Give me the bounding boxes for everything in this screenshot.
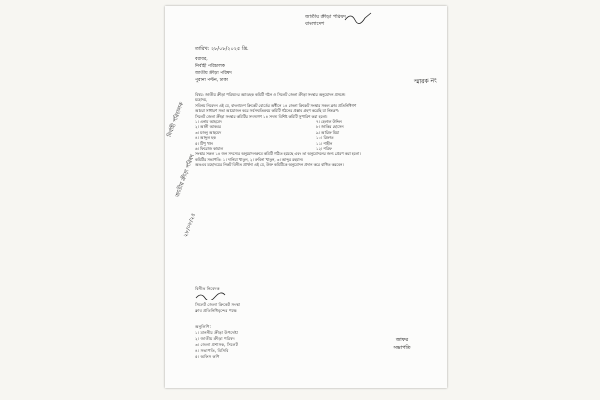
paragraph: সবিনয় নিবেদন এই যে, বাংলাদেশ ক্রিকেট বোর্ডের অধীনে ১৪ জেলা ক্রিকেট সংস্থার সকল ক্লাব প্রতিনিধিগণ xyxy=(195,102,357,108)
member: ৬। ফিরোজ কামাল xyxy=(195,146,224,152)
sender-block xyxy=(195,286,240,314)
margin-note: নির্বাহী পরিচালক xyxy=(167,101,186,139)
recipient-line: নির্বাহী পরিচালক xyxy=(195,64,225,69)
paragraph: আমরা সাধারণ সভা আয়োজন করে সর্বসম্মতিক্রমে কমিটি গঠনের প্রস্তাব গ্রহণ করেছি যা নিম্নরূপ: xyxy=(195,108,340,114)
paragraph: অতএব মহোদয়ের নিকট বিনীত প্রার্থনা এই যে, উক্ত কমিটিকে অনুমোদন প্রদান করে বাধিত করবেন। xyxy=(195,162,344,168)
date: তারিখ: ২৮/০৮/২০২৫ খ্রি. xyxy=(195,46,249,52)
salutation: মহোদয়, xyxy=(195,97,208,103)
top-signature xyxy=(343,10,373,26)
header-line: বাংলাদেশ xyxy=(305,21,325,27)
margin-notes xyxy=(165,46,198,239)
copy-item: ১। মাননীয় ক্রীড়া উপদেষ্টা xyxy=(195,330,239,335)
member-list xyxy=(195,119,433,151)
paragraph: সিলেট জেলা ক্রীড়া সংস্থার কমিটির সদস্যগণ ১৪ সদস্য বিশিষ্ট কমিটি সুপারিশ করা হলো। xyxy=(195,113,328,119)
margin-note: ২৮/০৮/২৫ xyxy=(183,212,198,239)
recipient-block xyxy=(195,56,232,84)
paragraph: কমিটির সভাপতি: ১। দানিয়া খাতুন, ২। রুবিনা খাতুন, ৩। আব্দুর রহমান। xyxy=(195,156,304,162)
recipient-line: জাতীয় ক্রীড়া পরিষদ xyxy=(195,71,232,76)
copy-heading: অনুলিপি: xyxy=(195,324,211,329)
letter-body xyxy=(195,92,433,168)
signatory-line: ক্লাব প্রতিনিধিবৃন্দের পক্ষে xyxy=(195,308,237,313)
copy-item: ৫। অফিস কপি xyxy=(195,354,220,359)
member: ৩। মজনু আহমেদ xyxy=(195,129,222,135)
copy-list xyxy=(195,324,238,360)
copy-item: ৩। জেলা প্রশাসক, সিলেট xyxy=(195,342,238,347)
signature-stamp xyxy=(379,336,425,374)
member: ১। এনাম আহমেদ xyxy=(195,119,222,125)
member-col-left xyxy=(195,119,312,151)
margin-note: জাতীয় ক্রীড়া পরিষদ xyxy=(175,153,196,199)
member: ৯। আরিফ মিয়া xyxy=(316,129,340,135)
reference-handwritten: স্মারক নং xyxy=(414,77,438,86)
member: ১০। রিফাত xyxy=(316,135,334,141)
member: ২। আলী আকবর xyxy=(195,124,221,130)
copy-item: ৪। সভাপতি, বিসিবি xyxy=(195,348,229,353)
member: ৪। আব্দুল হক xyxy=(195,135,216,141)
sender-signature xyxy=(195,292,235,300)
recipient-line: পুরানা পল্টন, ঢাকা xyxy=(195,78,228,83)
member: ১২। শরিফ xyxy=(316,146,332,152)
recipient-line: বরাবর, xyxy=(195,57,208,62)
member: ৮। জাকির হোসেন xyxy=(316,124,344,130)
member: ১১। শাহীন xyxy=(316,140,333,146)
stamp-line: জাফর xyxy=(395,337,409,343)
closing: বিনীত নিবেদক xyxy=(195,286,220,291)
subject: বিষয়: জাতীয় ক্রীড়া পরিষদের অ্যাডহক কমিটি গঠন ও সিলেট জেলা ক্রীড়া সংস্থার অনুমোদন প্রসঙ্গে। xyxy=(195,92,346,97)
stamp-line: সভাপতি xyxy=(393,345,411,351)
member: ৫। টিপু খান xyxy=(195,140,213,146)
member-col-right xyxy=(316,119,433,151)
signatory-line: সিলেট জেলা ক্রিকেট সংস্থা xyxy=(195,302,240,307)
copy-item: ২। জাতীয় ক্রীড়া পরিষদ xyxy=(195,336,235,341)
header-right xyxy=(305,14,346,28)
header-line: জাতীয় ক্রীড়া পরিষদ xyxy=(305,14,346,20)
paragraph: সংস্থার সকল ১৪ জন সদস্যের অনুমোদনক্রমে কমিটি গঠিত হয়েছে এবং তা অনুমোদনের জন্য প্রেরণ করা হলো। xyxy=(195,151,361,157)
member: ৭। হেলাল উদ্দিন xyxy=(316,119,342,125)
letter-page xyxy=(165,6,447,388)
